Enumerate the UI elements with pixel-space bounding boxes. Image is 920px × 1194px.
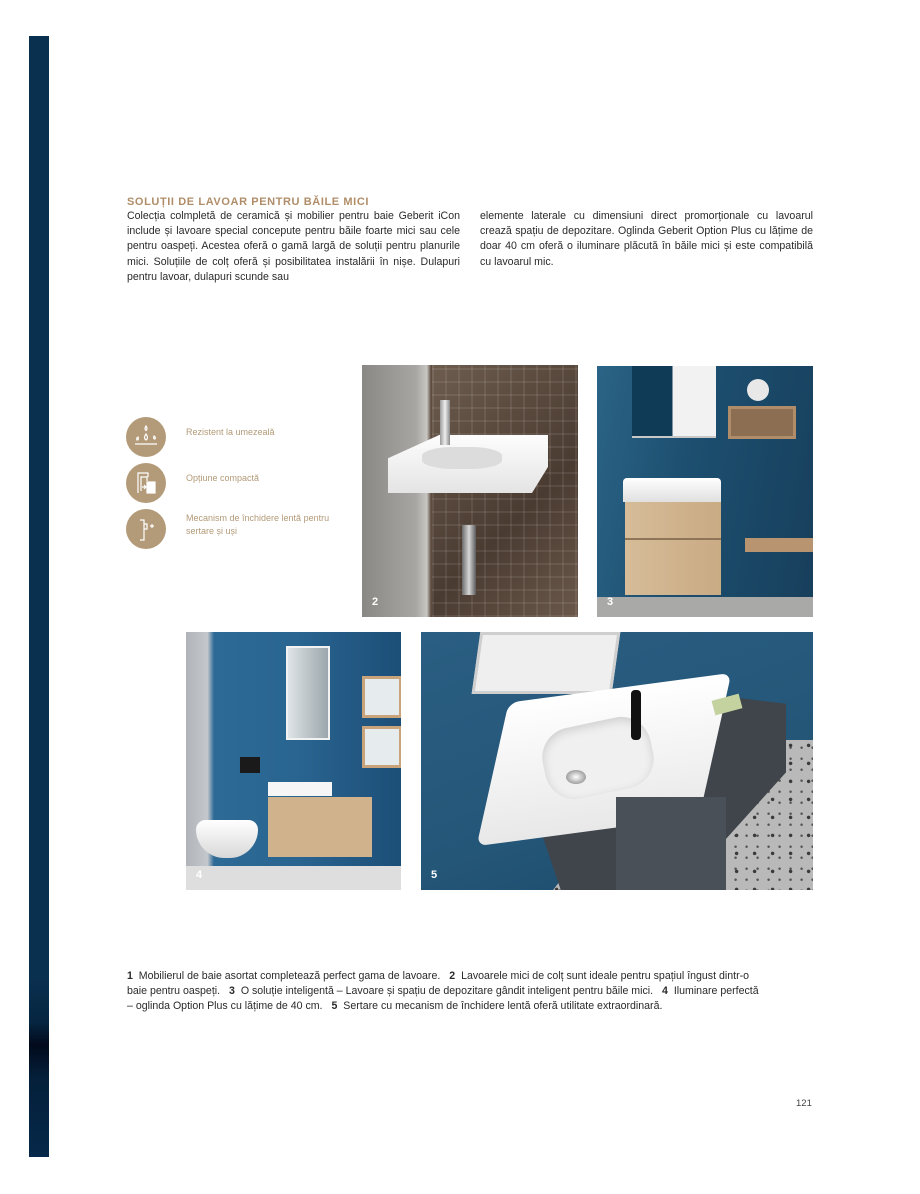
feature-label: Mecanism de închidere lentă pentru sertare și uși bbox=[186, 513, 330, 536]
photo-guest-bathroom bbox=[186, 632, 401, 890]
photo-captions bbox=[127, 969, 767, 1015]
moisture-resistant-icon bbox=[126, 417, 166, 457]
photo-number: 4 bbox=[196, 869, 203, 881]
small-washbasin bbox=[268, 782, 332, 796]
siphon-pipe bbox=[462, 525, 476, 595]
photo-number: 5 bbox=[431, 869, 438, 881]
photo-compact-washbasin-drawer bbox=[421, 632, 813, 890]
black-tap bbox=[631, 690, 641, 740]
flush-plate bbox=[240, 757, 260, 773]
terrazzo-floor bbox=[597, 597, 813, 617]
caption-2: 2 Lavoarele mici de colț sunt ideale pentru spațiul îngust dintr-o baie pentru oaspeți. bbox=[127, 970, 750, 998]
caption-5: 5 Sertare cu mecanism de închidere lentă oferă utilitate extraordinară. bbox=[331, 1000, 663, 1013]
photo-number: 2 bbox=[372, 596, 379, 608]
page-number: 121 bbox=[796, 1098, 812, 1109]
chrome-tap bbox=[440, 400, 450, 445]
vanity-cabinet bbox=[625, 502, 721, 595]
open-drawer bbox=[616, 797, 726, 890]
photo-number: 3 bbox=[607, 596, 614, 608]
wall-shelf bbox=[728, 406, 796, 439]
body-text-right: elemente laterale cu dimensiuni direct promorționale cu lavoarul crează spațiu de depozitare. Oglinda Geberit Option Plus cu lățime de doar 40 cm oferă o iluminare plăcută în băile mici și este compatibilă cu lavoarul mic. bbox=[480, 210, 813, 268]
picture-frame bbox=[362, 726, 401, 768]
section-heading: SOLUȚII DE LAVOAR PENTRU BĂILE MICI bbox=[127, 196, 370, 208]
photo-oak-vanity bbox=[597, 366, 813, 617]
wooden-bench bbox=[745, 538, 813, 552]
feature-label: Opțiune compactă bbox=[186, 473, 260, 483]
soft-close-icon bbox=[126, 509, 166, 549]
caption-4: 4 Iluminare perfectă – oglinda Option Plus cu lățime de 40 cm. bbox=[127, 985, 759, 1013]
basin-bowl bbox=[422, 447, 502, 469]
oak-cabinet bbox=[268, 797, 372, 857]
caption-3: 3 O soluție inteligentă – Lavoare și spațiu de depozitare gândit inteligent pentru băile mici. bbox=[229, 985, 654, 998]
photo-corner-washbasin bbox=[362, 365, 578, 617]
terrazzo-floor bbox=[186, 866, 401, 890]
caption-1: 1 Mobilierul de baie asortat completează perfect gama de lavoare. bbox=[127, 970, 441, 982]
round-mirror bbox=[747, 379, 769, 401]
mirror-cabinet bbox=[632, 366, 716, 438]
feature-label: Rezistent la umezeală bbox=[186, 427, 275, 437]
drain bbox=[566, 770, 586, 784]
option-plus-mirror bbox=[286, 646, 330, 740]
picture-frame bbox=[362, 676, 401, 718]
body-text-left: Colecția colmpletă de ceramică și mobilier pentru baie Geberit iCon include și lavoare special concepute pentru băile foarte mici sau cele pentru oaspeți. Acestea oferă o gamă largă de soluții pentru planurile mici. Soluțiile de colț oferă și posibilitatea instalării în nișe. Dulapuri pentru lavoar, dulapuri scunde sau bbox=[127, 210, 460, 283]
compact-option-icon bbox=[126, 463, 166, 503]
washbasin bbox=[623, 478, 721, 502]
sidebar-decoration bbox=[29, 36, 49, 1157]
mirror bbox=[472, 632, 621, 694]
wall-hung-toilet bbox=[196, 820, 258, 858]
